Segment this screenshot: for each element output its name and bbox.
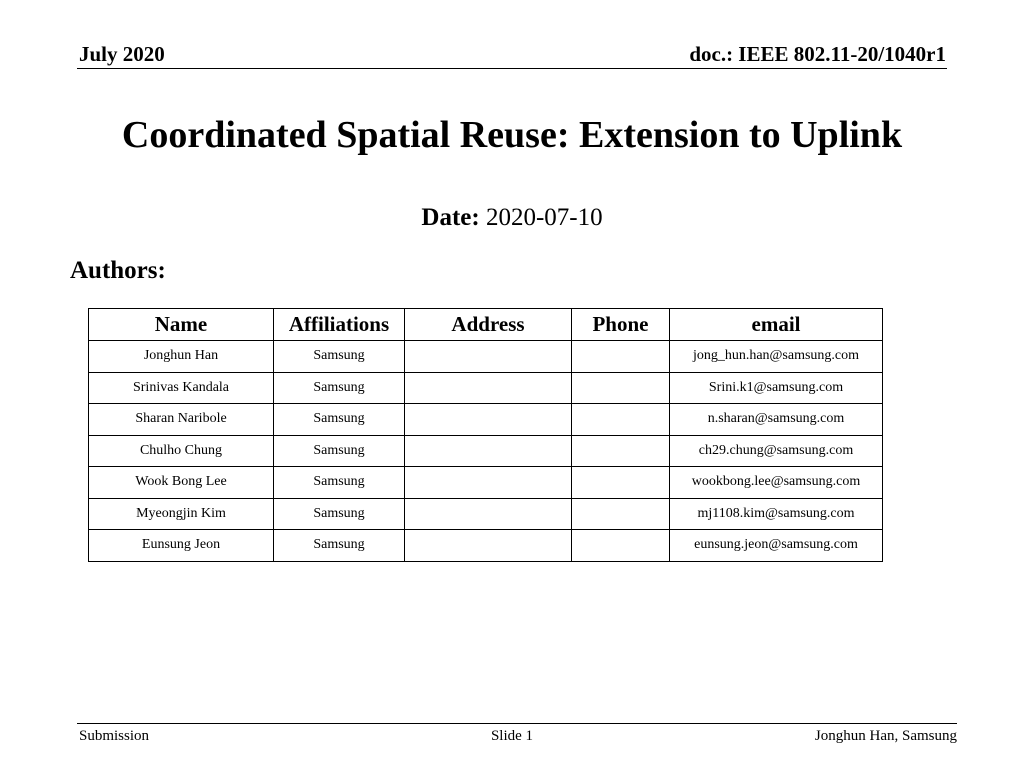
table-row bbox=[89, 467, 883, 499]
column-header-affiliations: Affiliations bbox=[274, 309, 405, 341]
column-header-address: Address bbox=[405, 309, 572, 341]
footer-slide-number: Slide 1 bbox=[490, 728, 534, 744]
cell-email: ch29.chung@samsung.com bbox=[670, 435, 883, 467]
footer-author: Jonghun Han, Samsung bbox=[814, 728, 957, 744]
cell-phone bbox=[572, 530, 670, 562]
cell-name: Myeongjin Kim bbox=[89, 498, 274, 530]
table-row bbox=[89, 372, 883, 404]
cell-address bbox=[405, 435, 572, 467]
cell-affiliation: Samsung bbox=[274, 372, 405, 404]
table-header-row bbox=[89, 309, 883, 341]
table-row bbox=[89, 341, 883, 373]
table-row bbox=[89, 498, 883, 530]
date-value: 2020-07-10 bbox=[485, 204, 603, 231]
cell-email: mj1108.kim@samsung.com bbox=[670, 498, 883, 530]
cell-phone bbox=[572, 467, 670, 499]
cell-email: Srini.k1@samsung.com bbox=[670, 372, 883, 404]
header-date: July 2020 bbox=[79, 42, 165, 66]
footer-submission: Submission bbox=[79, 728, 150, 744]
footer-rule bbox=[77, 723, 957, 724]
column-header-email: email bbox=[670, 309, 883, 341]
column-header-name: Name bbox=[89, 309, 274, 341]
cell-affiliation: Samsung bbox=[274, 341, 405, 373]
date-label: Date: bbox=[421, 204, 480, 231]
cell-email: n.sharan@samsung.com bbox=[670, 404, 883, 436]
cell-affiliation: Samsung bbox=[274, 404, 405, 436]
cell-name: Wook Bong Lee bbox=[89, 467, 274, 499]
cell-address bbox=[405, 372, 572, 404]
cell-affiliation: Samsung bbox=[274, 467, 405, 499]
cell-name: Sharan Naribole bbox=[89, 404, 274, 436]
authors-table bbox=[88, 308, 883, 562]
cell-phone bbox=[572, 498, 670, 530]
cell-phone bbox=[572, 372, 670, 404]
header-rule bbox=[77, 68, 947, 69]
table-row bbox=[89, 435, 883, 467]
cell-address bbox=[405, 341, 572, 373]
slide-title: Coordinated Spatial Reuse: Extension to Uplink bbox=[121, 114, 903, 156]
cell-email: eunsung.jeon@samsung.com bbox=[670, 530, 883, 562]
header-doc-id: doc.: IEEE 802.11-20/1040r1 bbox=[689, 42, 946, 66]
cell-name: Jonghun Han bbox=[89, 341, 274, 373]
cell-address bbox=[405, 404, 572, 436]
cell-affiliation: Samsung bbox=[274, 435, 405, 467]
cell-phone bbox=[572, 404, 670, 436]
cell-name: Eunsung Jeon bbox=[89, 530, 274, 562]
authors-heading: Authors: bbox=[70, 257, 166, 284]
cell-affiliation: Samsung bbox=[274, 498, 405, 530]
cell-affiliation: Samsung bbox=[274, 530, 405, 562]
cell-address bbox=[405, 498, 572, 530]
cell-name: Chulho Chung bbox=[89, 435, 274, 467]
cell-name: Srinivas Kandala bbox=[89, 372, 274, 404]
date-line bbox=[0, 204, 1024, 232]
table-row bbox=[89, 404, 883, 436]
column-header-phone: Phone bbox=[572, 309, 670, 341]
table-row bbox=[89, 530, 883, 562]
cell-address bbox=[405, 530, 572, 562]
cell-address bbox=[405, 467, 572, 499]
cell-phone bbox=[572, 435, 670, 467]
cell-phone bbox=[572, 341, 670, 373]
cell-email: jong_hun.han@samsung.com bbox=[670, 341, 883, 373]
cell-email: wookbong.lee@samsung.com bbox=[670, 467, 883, 499]
